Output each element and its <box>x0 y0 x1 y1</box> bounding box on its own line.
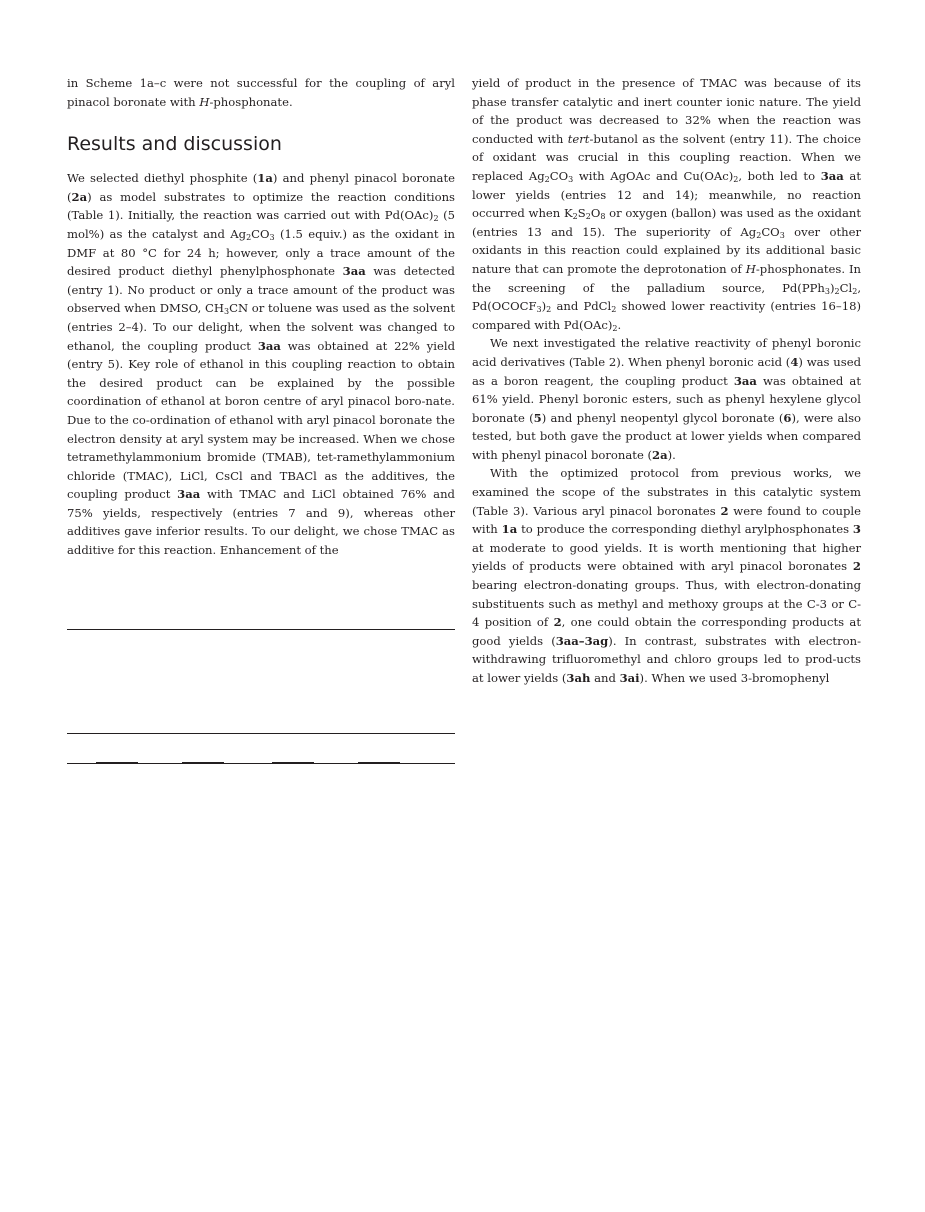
text-run: 3ai <box>619 671 640 685</box>
text-run: was obtained at 61% yield. Phenyl boronic esters, such as phenyl hexylene glycol boronate ( <box>472 373 861 425</box>
text-run: ) was used as a boron reagent, the coupling product <box>472 354 861 388</box>
text-run: 2 <box>433 214 439 224</box>
text-run: With the optimized protocol from previous works, we examined the scope of the substrates in this catalytic system (Table 3). Various aryl pinacol boronates <box>472 466 861 518</box>
text-run: 6 <box>783 410 792 425</box>
left-column <box>67 74 455 560</box>
text-run: . <box>617 317 622 332</box>
text-run: 3 <box>224 307 230 317</box>
text-run: ). When we used 3-bromophenyl <box>639 671 830 685</box>
text-run: 5 <box>533 410 542 425</box>
text-run: were found to couple with <box>472 503 861 537</box>
text-run: (5 mol%) as the catalyst and Ag <box>67 208 455 241</box>
text-run: bearing electron-donating groups. Thus, with electron-donating substituents such as methyl and methoxy groups at the C-3 or C-4 position of <box>472 578 861 630</box>
text-run: 2 <box>834 286 840 296</box>
oxidant-paragraph <box>472 74 861 334</box>
text-run: S <box>577 206 586 221</box>
text-run: , both led to <box>738 168 821 183</box>
text-run: ) <box>541 299 547 314</box>
text-run: We next investigated the relative reactivity of phenyl boronic acid derivatives (Table 2). When phenyl boronic acid ( <box>472 336 861 369</box>
text-run: was obtained at 22% yield (entry 5). Key role of ethanol in this coupling reaction to obtain the desired product can be explained by the possible coordination of ethanol at boron centre of aryl pinacol boro-nate. Due to the co-ordination of ethanol with aryl pinacol boronate the electron density at aryl system may be increased. When we chose tetramethylammonium bromide (TMAB), tet-ramethylammonium chloride (TMAC), LiCl, CsCl and TBACl as the additives, the coupling product <box>67 338 455 502</box>
text-run: in Scheme 1a–c were not successful for the coupling of aryl pinacol boronate with <box>67 76 455 109</box>
right-column <box>472 74 861 688</box>
text-run: 4 <box>790 354 799 369</box>
text-run: -phosphonate. <box>209 94 293 109</box>
text-run: CO <box>761 224 780 239</box>
text-run: with AgOAc and Cu(OAc) <box>573 168 734 183</box>
scope-paragraph <box>472 464 861 687</box>
text-run: ). <box>667 447 676 462</box>
text-run: 1a <box>501 522 518 537</box>
text-run: 3ah <box>566 671 591 685</box>
text-run: to produce the corresponding diethyl arylphosphonates <box>517 522 853 537</box>
text-run: ) and phenyl pinacol boronate ( <box>67 171 455 204</box>
text-run: and PdCl <box>551 299 612 314</box>
section-heading: Results and discussion <box>67 133 282 156</box>
text-run: over other oxidants in this reaction could explained by its additional basic nature that can promote the deprotonation of <box>472 224 861 276</box>
text-run: 2 <box>611 305 617 315</box>
text-run: 3aa–3ag <box>555 633 609 648</box>
text-run: -butanol as the solvent (entry 11). The choice of oxidant was crucial in this coupling reaction. When we replaced Ag <box>472 131 861 183</box>
text-run: 3aa <box>177 487 201 502</box>
text-run: 3aa <box>733 373 757 388</box>
text-run: ), were also tested, but both gave the product at lower yields when compared with phenyl pinacol boronate ( <box>472 410 861 462</box>
text-run: CO <box>251 226 270 241</box>
footer-mark <box>358 762 400 764</box>
text-run: and <box>590 671 620 685</box>
text-run: 3 <box>852 522 861 537</box>
text-run: 2 <box>852 559 861 574</box>
text-run: 2 <box>852 286 858 296</box>
footer-rule-1 <box>67 733 455 734</box>
text-run: We selected diethyl phosphite ( <box>67 171 258 186</box>
text-run: , one could obtain the corresponding products at good yields ( <box>472 615 862 648</box>
text-run: 1a <box>257 171 273 186</box>
text-run: 3 <box>536 305 542 315</box>
text-run: 2 <box>720 503 729 518</box>
text-run: (1.5 equiv.) as the oxidant in DMF at 80 °C for 24 h; however, only a trace amount of the desired product diethyl phenylphosphonate <box>67 226 456 279</box>
text-run: CO <box>549 168 569 183</box>
boronic-paragraph <box>472 334 861 464</box>
text-run: 2 <box>553 615 562 630</box>
text-run: 2 <box>246 232 252 242</box>
text-run: 2 <box>756 230 762 240</box>
text-run: H <box>199 94 210 109</box>
text-run: -phosphonates. In the screening of the palladium source, Pd(PPh <box>472 261 862 295</box>
text-run: ) <box>830 280 835 295</box>
text-run: Cl <box>839 280 853 295</box>
text-run: yield of product in the presence of TMAC was because of its phase transfer catalytic and inert counter ionic nature. The yield of the product was decreased to 32% when the reaction was conducted with <box>472 76 861 146</box>
text-run: 2 <box>544 174 550 184</box>
text-run: 2 <box>612 323 618 333</box>
text-run: O <box>590 206 601 221</box>
text-run: ) as model substrates to optimize the reaction conditions (Table 1). Initially, the reaction was carried out with Pd(OAc) <box>67 189 455 223</box>
text-run: 2a <box>71 189 88 204</box>
text-run: 2 <box>546 305 552 315</box>
text-run: 3 <box>269 232 275 242</box>
footer-mark <box>182 762 224 764</box>
text-run: 2 <box>585 212 591 222</box>
text-run: ) and phenyl neopentyl glycol boronate ( <box>541 410 784 425</box>
text-run: 3 <box>779 230 785 240</box>
text-run: 3 <box>824 286 830 296</box>
text-run: showed lower reactivity (entries 16–18) compared with Pd(OAc) <box>472 299 861 332</box>
text-run: 3aa <box>342 264 366 279</box>
text-run: 3aa <box>257 338 281 353</box>
text-run: at moderate to good yields. It is worth mentioning that higher yields of products were obtained with aryl pinacol boronates <box>472 540 861 574</box>
intro-paragraph <box>67 74 455 111</box>
text-run: ). In contrast, substrates with electron-withdrawing trifluoromethyl and chloro groups led to prod-ucts at lower yields ( <box>472 633 861 685</box>
text-run: 2 <box>733 174 739 184</box>
text-run: 3 <box>568 174 574 184</box>
text-run: 2 <box>572 212 578 222</box>
text-run: at lower yields (entries 12 and 14); meanwhile, no reaction occurred when K <box>472 168 861 221</box>
text-run: CN or toluene was used as the solvent (entries 2–4). To our delight, when the solvent was changed to ethanol, the coupling product <box>67 301 455 353</box>
text-run: was detected (entry 1). No product or only a trace amount of the product was observed when DMSO, CH <box>67 264 455 316</box>
text-run: with TMAC and LiCl obtained 76% and 75% yields, respectively (entries 7 and 9), whereas other additives gave inferior results. To our delight, we chose TMAC as additive for this reaction. Enhancement of the <box>67 487 455 558</box>
text-run: , Pd(OCOCF <box>472 280 861 314</box>
results-paragraph <box>67 169 455 559</box>
footnote-rule <box>67 629 455 630</box>
text-run: 8 <box>600 212 606 222</box>
text-run: or oxygen (ballon) was used as the oxidant (entries 13 and 15). The superiority of Ag <box>472 206 861 239</box>
text-run: H <box>745 261 756 276</box>
footer-mark <box>272 762 314 764</box>
text-run: 2a <box>652 447 668 462</box>
text-run: 3aa <box>820 168 844 183</box>
text-run: tert <box>567 131 590 146</box>
footer-mark <box>96 762 138 764</box>
